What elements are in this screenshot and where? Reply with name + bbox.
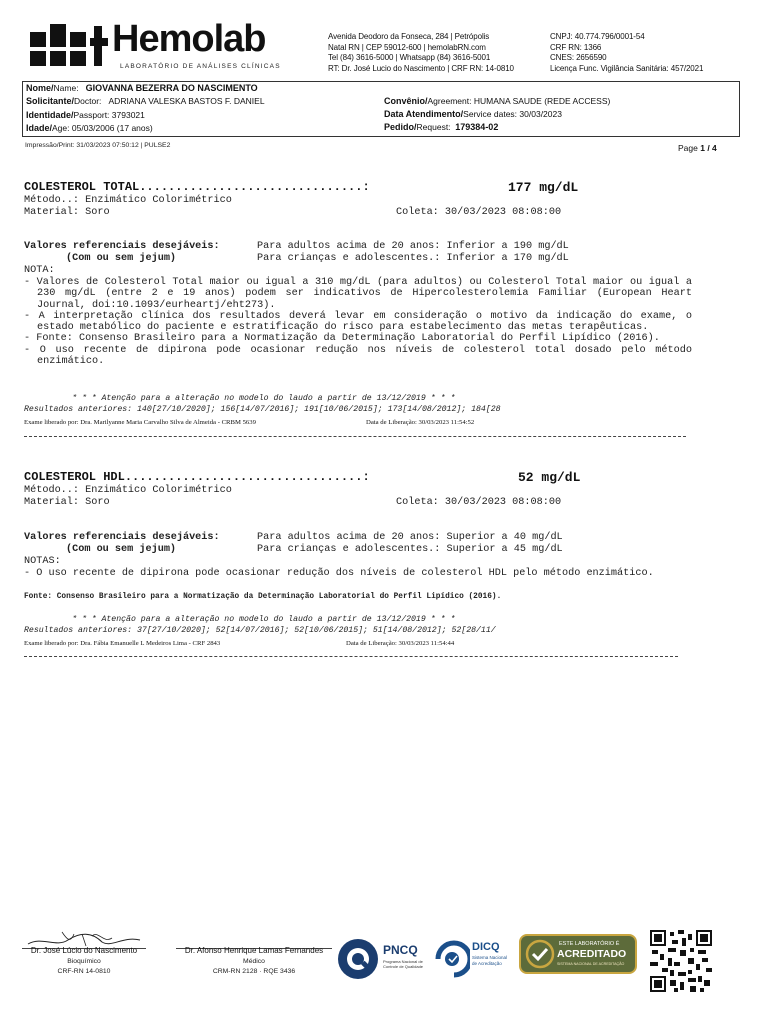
- reference-label: Valores referenciais desejáveis:: [24, 532, 220, 543]
- note-item: - Fonte: Consenso Brasileiro para a Normatização da Determinação Laboratorial do Perfil Lipídico (2016).: [24, 333, 660, 345]
- released-by: Exame liberado por: Dra. Fábia Emanuelle L Medeiros Lima - CRF 2843: [24, 640, 221, 647]
- patient-info-box: [22, 81, 740, 137]
- page-number: Page 1 / 4: [678, 143, 717, 153]
- released-by: Exame liberado por: Dra. Marilyanne Maria Carvalho Silva de Almeida - CRBM 5639: [24, 419, 256, 426]
- previous-results: Resultados anteriores: 140[27/10/2020]; 156[14/07/2016]; 191[10/06/2015]; 173[14/08/2012]; 184[28: [24, 405, 501, 414]
- notes-list: [24, 568, 682, 579]
- exam-result: 52 mg/dL: [518, 470, 581, 485]
- notes-label: NOTAS:: [24, 556, 61, 567]
- reference-adults: Para adultos acima de 20 anos: Inferior a 190 mg/dL: [257, 241, 569, 252]
- notes-list: [24, 277, 692, 367]
- age-field: Idade/Age: 05/03/2006 (17 anos): [26, 123, 153, 133]
- note-item: - Valores de Colesterol Total maior ou igual a 310 mg/dL (para adultos) ou Colesterol Total maior ou igual a 230 mg/dL (entre 2 e 19 anos) podem ser indicativos de Hipercolesterolemia Familiar (European Heart Journal, doi:10.1093/eurheartj/eht273).: [24, 277, 692, 311]
- dicq-subtitle: Sistema Nacional de Acreditação: [472, 955, 508, 966]
- reference-adults: Para adultos acima de 20 anos: Superior a 40 mg/dL: [257, 532, 563, 543]
- signature-registration: CRF-RN 14-0810: [57, 968, 111, 975]
- fasting-note: (Com ou sem jejum): [66, 544, 177, 555]
- section-divider: [24, 436, 686, 437]
- exam-method: Método..: Enzimático Colorimétrico: [24, 485, 232, 496]
- accredited-subtitle: SISTEMA NACIONAL DE ACREDITAÇÃO: [557, 962, 625, 966]
- logo-subtitle: LABORATÓRIO DE ANÁLISES CLÍNICAS: [120, 63, 281, 70]
- note-item: - A interpretação clínica dos resultados deverá levar em consideração o motivo da indicação do exame, o estado metabólico do paciente e estratificação do risco para estabelecimento das metas terapêuticas.: [24, 310, 692, 334]
- attention-notice: * * * Atenção para a alteração no modelo do laudo a partir de 13/12/2019 * * *: [72, 615, 456, 624]
- pncq-seal: [336, 935, 430, 987]
- source-line: Fonte: Consenso Brasileiro para a Normatização da Determinação Laboratorial do Perfil Lipídico (2016).: [24, 593, 502, 601]
- previous-results: Resultados anteriores: 37[27/10/2020]; 52[14/07/2016]; 52[10/06/2015]; 51[14/08/2012]; 52[28/11/: [24, 626, 496, 635]
- exam-collection: Coleta: 30/03/2023 08:08:00: [396, 207, 562, 218]
- attention-notice: * * * Atenção para a alteração no modelo do laudo a partir de 13/12/2019 * * *: [72, 394, 456, 403]
- doctor-field: Solicitante/Doctor: ADRIANA VALESKA BASTOS F. DANIEL: [26, 96, 265, 106]
- section-divider: [24, 656, 678, 657]
- notes-label: NOTA:: [24, 265, 55, 276]
- signature-registration: CRM-RN 2128 · RQE 3436: [212, 968, 296, 975]
- signature-block-2: [176, 928, 332, 988]
- agreement-field: Convênio/Agreement: HUMANA SAUDE (REDE ACCESS): [384, 96, 611, 106]
- signature-name: Dr. José Lúcio do Nascimento: [30, 946, 138, 955]
- release-date: Data de Liberação: 30/03/2023 11:54:44: [346, 640, 455, 647]
- dicq-seal-icon: [434, 939, 470, 979]
- fasting-note: (Com ou sem jejum): [66, 253, 177, 264]
- exam-material: Material: Soro: [24, 207, 110, 218]
- reference-children: Para crianças e adolescentes.: Inferior a 170 mg/dL: [257, 253, 569, 264]
- qr-code-icon: [650, 930, 712, 992]
- signature-role: Bioquímico: [67, 958, 101, 965]
- logo-wordmark: Hemolab: [112, 18, 266, 60]
- accredited-badge: [519, 934, 637, 974]
- accredited-top-text: ESTE LABORATÓRIO É: [559, 941, 620, 947]
- lab-registrations: CNPJ: 40.774.796/0001-54 CRF RN: 1366 CNES: 2656590 Licença Func. Vigilância Sanitária: 457/2021: [550, 32, 704, 73]
- note-item: - O uso recente de dipirona pode ocasionar redução nos níveis de colesterol total dosado pelo método enzimático.: [24, 344, 692, 368]
- note-item: - O uso recente de dipirona pode ocasionar redução dos níveis de colesterol HDL pelo método enzimático.: [24, 568, 654, 579]
- lab-address: Avenida Deodoro da Fonseca, 284 | Petrópolis Natal RN | CEP 59012-600 | hemolabRN.com Tel (84) 3616-5000 | Whatsapp (84) 3616-5001 RT: Dr. José Lucio do Nascimento | CRF RN: 14-0810: [328, 32, 514, 73]
- signature-role: Médico: [243, 958, 265, 965]
- exam-collection: Coleta: 30/03/2023 08:08:00: [396, 497, 562, 508]
- signature-block-1: [22, 928, 146, 988]
- request-field: Pedido/Request: 179384-02: [384, 122, 499, 132]
- patient-name-field: Nome/Name: GIOVANNA BEZERRA DO NASCIMENTO: [26, 83, 258, 93]
- pncq-seal-icon: [336, 937, 380, 981]
- dicq-seal: [434, 935, 514, 987]
- reference-children: Para crianças e adolescentes.: Superior a 45 mg/dL: [257, 544, 563, 555]
- exam-result: 177 mg/dL: [508, 180, 579, 195]
- service-date-field: Data Atendimento/Service dates: 30/03/2023: [384, 109, 562, 119]
- print-info: Impressão/Print: 31/03/2023 07:50:12 | PULSE2: [25, 142, 171, 149]
- accredited-text: ACREDITADO: [557, 948, 627, 960]
- reference-label: Valores referenciais desejáveis:: [24, 241, 220, 252]
- release-date: Data de Liberação: 30/03/2023 11:54:52: [366, 419, 475, 426]
- exam-material: Material: Soro: [24, 497, 110, 508]
- checkmark-seal-icon: [525, 939, 555, 969]
- pncq-text: PNCQ: [383, 943, 418, 957]
- exam-method: Método..: Enzimático Colorimétrico: [24, 195, 232, 206]
- pncq-subtitle: Programa Nacional de Controle de Qualidade: [383, 959, 424, 969]
- exam-title: COLESTEROL TOTAL...............................:: [24, 180, 370, 194]
- dicq-text: DICQ: [472, 941, 500, 953]
- signature-name: Dr. Afonso Henrique Lamas Fernandes: [184, 946, 324, 955]
- exam-title: COLESTEROL HDL.................................:: [24, 470, 370, 484]
- hemolab-logo-mark-icon: [30, 24, 120, 70]
- id-field: Identidade/Passport: 3793021: [26, 110, 145, 120]
